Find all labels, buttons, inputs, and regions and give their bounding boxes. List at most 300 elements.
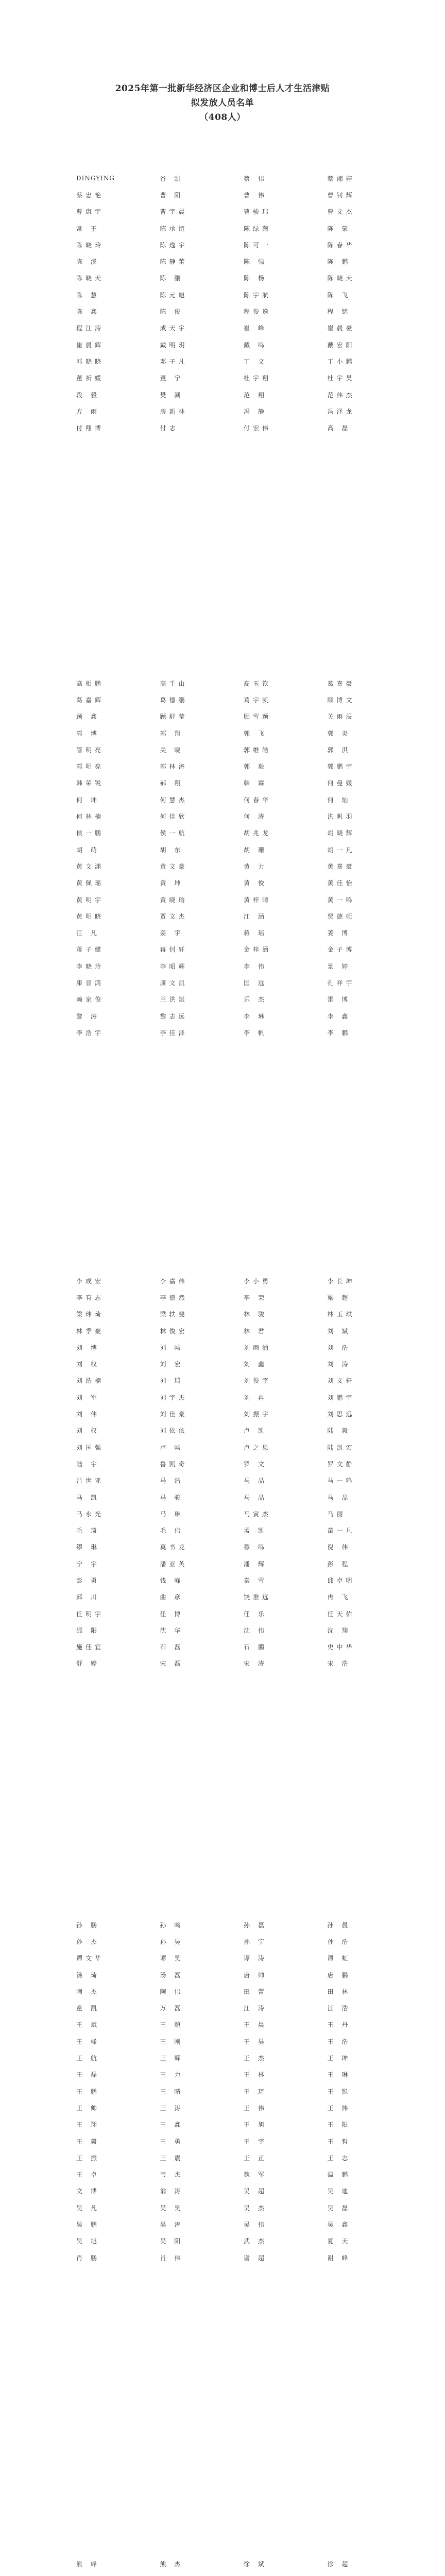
person-name: 饶淮远 — [244, 1594, 272, 1601]
person-name: 关雨辰 — [327, 713, 355, 721]
person-name: 刘俊宇 — [244, 1377, 272, 1385]
person-name: 谷 凯 — [160, 175, 184, 182]
name-row — [76, 1455, 411, 1472]
person-name: 陈 强 — [244, 258, 267, 266]
person-name: 王 阳 — [327, 2121, 351, 2129]
person-name: 黄明宇 — [76, 896, 105, 904]
person-name: DINGYING — [76, 175, 115, 182]
person-name: 陈 鑫 — [76, 308, 100, 316]
person-name: 陈逸宇 — [160, 241, 188, 249]
name-row — [76, 2116, 411, 2133]
name-row — [76, 1622, 411, 1638]
person-name: 范伟杰 — [327, 391, 355, 399]
person-name: 戴宏阳 — [327, 341, 355, 349]
person-name: 谭文华 — [76, 1955, 105, 1962]
person-name: 鲁凯奇 — [160, 1460, 188, 1468]
person-name: 胡 萌 — [76, 846, 100, 854]
person-name: 刘 浩 — [327, 1344, 351, 1351]
person-name: 黄 俊 — [244, 879, 267, 887]
name-row — [76, 1950, 411, 1967]
person-name: 马 浩 — [160, 1477, 184, 1485]
person-name: 董祈媛 — [76, 375, 105, 382]
person-name: 何曼媛 — [327, 779, 355, 787]
name-row — [76, 2183, 411, 2199]
person-name: 康文凯 — [160, 979, 188, 987]
person-name: 吴 磊 — [327, 2204, 351, 2212]
person-name: 王 伟 — [244, 2104, 267, 2112]
person-name: 倪 伟 — [327, 1544, 351, 1551]
name-row — [76, 386, 411, 403]
person-name: 王 振 — [76, 2154, 100, 2162]
person-name: 李 鑫 — [327, 1012, 351, 1020]
person-name: 苗一凡 — [327, 1527, 355, 1535]
name-row — [76, 1472, 411, 1489]
person-name: 钱 峰 — [160, 1577, 184, 1584]
person-name: 沈 伟 — [244, 1626, 267, 1634]
person-name: 莫书龙 — [160, 1544, 188, 1551]
person-name: 彭 程 — [327, 1560, 351, 1568]
person-name: 王 涛 — [160, 2104, 184, 2112]
person-name: 谭 涛 — [244, 1955, 267, 1962]
person-name: 刘宇杰 — [160, 1394, 188, 1401]
person-name: 吴 超 — [244, 2188, 267, 2195]
person-name: 康晋鸿 — [76, 979, 105, 987]
person-name: 王 勇 — [160, 2138, 184, 2145]
name-row — [76, 2133, 411, 2149]
person-name: 李 荣 — [244, 1294, 267, 1301]
name-row — [76, 1289, 411, 1306]
person-name: 吴 伟 — [244, 2221, 267, 2228]
person-name: 马一鸣 — [327, 1477, 355, 1485]
person-name: 兰洪斌 — [160, 996, 188, 1004]
name-row — [76, 2066, 411, 2083]
person-name: 赖家俊 — [76, 996, 105, 1004]
name-row — [76, 220, 411, 236]
name-row — [76, 1589, 411, 1605]
person-name: 汪 浩 — [327, 2005, 351, 2012]
person-name: 邓子凡 — [160, 358, 188, 365]
name-row — [76, 1008, 411, 1024]
document-title: 2025年第一批新华经济区企业和博士后人才生活津贴 — [115, 83, 330, 94]
person-name: 陈可一 — [244, 241, 272, 249]
person-name: 胡晓辉 — [327, 829, 355, 837]
person-name: 王 毅 — [76, 2138, 100, 2145]
person-name: 戴 鸣 — [244, 341, 267, 349]
person-name: 曹 伟 — [244, 191, 267, 199]
person-name: 王 宇 — [244, 2138, 267, 2145]
person-name: 王 琦 — [244, 2088, 267, 2095]
person-name: 陆 毅 — [327, 1427, 351, 1435]
name-row — [76, 204, 411, 220]
person-name: 邱卓明 — [327, 1577, 355, 1584]
person-name: 刘 涛 — [327, 1361, 351, 1368]
person-name: 付翔博 — [76, 425, 105, 432]
person-name: 胡兆龙 — [244, 829, 272, 837]
person-name: 王 鹏 — [76, 2088, 100, 2095]
person-name: 翁 涛 — [160, 2188, 184, 2195]
person-name: 黄文豪 — [160, 862, 188, 870]
person-name: 陈 慧 — [76, 291, 100, 299]
person-name: 黄 坤 — [160, 879, 184, 887]
person-name: 蔡 伟 — [244, 175, 267, 182]
person-name: 史中华 — [327, 1643, 355, 1651]
person-name: 王 辉 — [160, 2055, 184, 2062]
person-name: 王 航 — [76, 2055, 100, 2062]
person-name: 郭 炎 — [327, 730, 351, 737]
person-name: 王 炜 — [327, 2104, 351, 2112]
name-grid-section — [76, 2555, 411, 2576]
person-name: 吴 涛 — [160, 2221, 184, 2228]
person-name: 肖 伟 — [160, 2254, 184, 2262]
person-name: 陈 蒙 — [327, 225, 351, 232]
person-name: 崔 峰 — [244, 325, 267, 332]
person-name: 邱 川 — [76, 1594, 100, 1601]
person-name: 曹宇晨 — [160, 208, 188, 216]
person-name: 徐 超 — [327, 2560, 351, 2568]
person-name: 匡 远 — [244, 979, 267, 987]
name-row — [76, 725, 411, 741]
person-name: 雷 博 — [327, 996, 351, 1004]
person-name: 王 震 — [160, 2154, 184, 2162]
person-name: 罗文静 — [327, 1460, 355, 1468]
name-row — [76, 2016, 411, 2033]
person-name: 任天佑 — [327, 1610, 355, 1618]
person-name: 李昭辉 — [160, 962, 188, 970]
person-name: 吴 鹏 — [76, 2221, 100, 2228]
person-name: 王 力 — [160, 2071, 184, 2079]
person-name: 曹钊辉 — [327, 191, 355, 199]
person-name: 梁 超 — [327, 1294, 351, 1301]
person-name: 陆凯宏 — [327, 1444, 355, 1451]
name-row — [76, 1933, 411, 1950]
person-name: 谭 虹 — [327, 1955, 351, 1962]
person-name: 付志 — [160, 425, 179, 432]
person-name: 任明宇 — [76, 1610, 105, 1618]
name-row — [76, 1655, 411, 1672]
person-name: 孙 鸣 — [160, 1921, 184, 1929]
person-name: 刘 斌 — [327, 1327, 351, 1335]
person-name: 丁 文 — [244, 358, 267, 365]
person-name: 何春华 — [244, 796, 272, 804]
person-name: 郭 毅 — [244, 763, 267, 771]
name-row — [76, 675, 411, 691]
name-row — [76, 991, 411, 1008]
name-row — [76, 270, 411, 286]
person-name: 何 坤 — [76, 796, 100, 804]
person-name: 田 蕾 — [244, 1988, 267, 1995]
person-name: 谢 超 — [244, 2254, 267, 2262]
person-name: 王 昊 — [244, 2038, 267, 2045]
person-name: 马 骏 — [160, 1494, 184, 1501]
person-name: 高玉钦 — [244, 680, 272, 687]
name-row — [76, 775, 411, 791]
person-name: 葛嘉豪 — [327, 680, 355, 687]
person-name: 何 涛 — [244, 813, 267, 821]
person-name: 陈元旭 — [160, 291, 188, 299]
name-row — [76, 286, 411, 303]
person-name: 卢 凯 — [244, 1427, 267, 1435]
person-name: 蔡湘婷 — [327, 175, 355, 182]
name-row — [76, 353, 411, 369]
name-row — [76, 1306, 411, 1323]
name-row — [76, 1339, 411, 1355]
name-row — [76, 303, 411, 319]
name-row — [76, 403, 411, 419]
person-name: 黄梓晴 — [244, 896, 272, 904]
person-name: 文 博 — [76, 2188, 100, 2195]
person-name: 刘雨涵 — [244, 1344, 272, 1351]
person-name: 刘浩楠 — [76, 1377, 105, 1385]
person-name: 刘 军 — [76, 1394, 100, 1401]
name-row — [76, 1422, 411, 1439]
person-name: 孙 昊 — [160, 1938, 184, 1945]
person-name: 李 鹏 — [327, 1029, 351, 1037]
name-row — [76, 1389, 411, 1405]
person-name: 孙 宁 — [244, 1938, 267, 1945]
person-name: 王 晨 — [244, 2021, 267, 2029]
person-name: 孙 鹏 — [76, 1921, 100, 1929]
person-name: 刘鹏宇 — [327, 1394, 355, 1401]
person-name: 何林楠 — [76, 813, 105, 821]
person-name: 景 婷 — [327, 962, 351, 970]
person-name: 宋 磊 — [160, 1660, 184, 1668]
person-name: 姜 宇 — [160, 929, 184, 937]
name-row — [76, 1405, 411, 1422]
person-name: 方 雨 — [76, 408, 100, 415]
person-name: 马 晶 — [244, 1494, 267, 1501]
name-row — [76, 170, 411, 187]
document-header — [0, 81, 445, 125]
person-name: 王 林 — [244, 2071, 267, 2079]
person-name: 陈静蕾 — [160, 258, 188, 266]
person-name: 陈 杨 — [244, 275, 267, 282]
person-name: 陶 伟 — [160, 1988, 184, 1995]
person-name: 李长坤 — [327, 1277, 355, 1285]
person-name: 舒 婷 — [76, 1660, 100, 1668]
person-name: 邓晓晓 — [76, 358, 105, 365]
person-name: 王 峰 — [76, 2038, 100, 2045]
person-name: 黎 涛 — [76, 1012, 100, 1020]
person-name: 孙 浩 — [327, 1938, 351, 1945]
person-name: 郭 翔 — [160, 730, 184, 737]
person-name: 李嘉伟 — [160, 1277, 188, 1285]
person-name: 李小勇 — [244, 1277, 272, 1285]
person-name: 程江涛 — [76, 325, 105, 332]
person-name: 王 鑫 — [160, 2121, 184, 2129]
name-grid-section — [76, 1273, 411, 1672]
person-name: 王 浩 — [327, 2038, 351, 2045]
person-name: 崔晨豪 — [327, 325, 355, 332]
person-name: 顾雪颖 — [244, 713, 272, 721]
person-name: 陶 杰 — [76, 1988, 100, 1995]
person-name: 陈晓天 — [327, 275, 355, 282]
person-name: 陈 俊 — [160, 308, 184, 316]
person-name: 刘 博 — [76, 1344, 100, 1351]
person-name: 曹文杰 — [327, 208, 355, 216]
person-name: 刘佳豪 — [160, 1411, 188, 1418]
person-name: 林 君 — [244, 1327, 267, 1335]
person-name: 冯 静 — [244, 408, 267, 415]
person-name: 陈宇航 — [244, 291, 272, 299]
person-name: 李 伟 — [244, 962, 267, 970]
person-name: 熊 杰 — [160, 2560, 184, 2568]
name-row — [76, 1024, 411, 1041]
name-row — [76, 808, 411, 824]
person-name: 吴 杰 — [244, 2204, 267, 2212]
name-row — [76, 858, 411, 874]
person-name: 汤 琦 — [76, 1971, 100, 1979]
person-name: 刘 伟 — [76, 1411, 100, 1418]
name-row — [76, 691, 411, 708]
person-name: 吴 阳 — [160, 2238, 184, 2245]
person-name: 孔祥宇 — [327, 979, 355, 987]
person-name: 王 旭 — [244, 2121, 267, 2129]
person-name: 陈晓玲 — [76, 241, 105, 249]
person-name: 刘依依 — [160, 1427, 188, 1435]
person-name: 吕世亚 — [76, 1477, 105, 1485]
name-row — [76, 908, 411, 924]
name-row — [76, 2249, 411, 2266]
name-row — [76, 891, 411, 908]
person-name: 马 晶 — [327, 1494, 351, 1501]
person-name: 顾博文 — [327, 696, 355, 704]
person-name: 谭 昊 — [160, 1955, 184, 1962]
person-name: 宋 浩 — [327, 1660, 351, 1668]
person-name: 常 王 — [76, 225, 100, 232]
person-name: 姜 博 — [327, 929, 351, 937]
person-name: 马寅杰 — [244, 1510, 272, 1518]
person-name: 梁轶斐 — [160, 1311, 188, 1318]
person-name: 任 博 — [160, 1610, 184, 1618]
person-name: 吴 迪 — [327, 2188, 351, 2195]
person-name: 毛 琦 — [76, 1527, 100, 1535]
person-name: 夏 天 — [327, 2238, 351, 2245]
person-name: 孙 杰 — [76, 1938, 100, 1945]
person-name: 何佳欣 — [160, 813, 188, 821]
name-row — [76, 2166, 411, 2182]
person-name: 江 涵 — [244, 912, 267, 920]
person-name: 刘 瑞 — [160, 1377, 184, 1385]
person-name: 王 志 — [327, 2154, 351, 2162]
name-row — [76, 1489, 411, 1505]
person-name: 韩 霖 — [244, 779, 267, 787]
person-name: 林季豪 — [76, 1327, 105, 1335]
name-row — [76, 2555, 411, 2572]
person-name: 段 毅 — [76, 391, 100, 399]
person-name: 陈 飞 — [327, 291, 351, 299]
person-name: 马 晶 — [244, 1477, 267, 1485]
person-name: 曹 阳 — [160, 191, 184, 199]
person-name: 王 翔 — [76, 2121, 100, 2129]
person-name: 李浩宇 — [76, 1029, 105, 1037]
person-name: 马永光 — [76, 1510, 105, 1518]
name-row — [76, 320, 411, 336]
person-name: 黄 力 — [244, 862, 267, 870]
person-name: 潘亚英 — [160, 1560, 188, 1568]
person-name: 孟 凯 — [244, 1527, 267, 1535]
person-name: 穆 鸣 — [244, 1544, 267, 1551]
person-name: 顾 鑫 — [76, 713, 100, 721]
name-row — [76, 758, 411, 774]
person-name: 黄嘉豪 — [327, 862, 355, 870]
person-name: 蒋子健 — [76, 946, 105, 954]
person-name: 吴 旭 — [76, 2238, 100, 2245]
person-name: 林 骏 — [244, 1311, 267, 1318]
person-name: 郭鹏宇 — [327, 763, 355, 771]
person-name: 陈承谊 — [160, 225, 188, 232]
person-name: 刘 冉 — [244, 1394, 267, 1401]
name-row — [76, 708, 411, 725]
person-name: 陆 宇 — [76, 1460, 100, 1468]
person-name: 贾文杰 — [160, 912, 188, 920]
person-name: 李 琳 — [244, 1012, 267, 1020]
person-name: 陈 鹏 — [160, 275, 184, 282]
person-name: 刘振宇 — [244, 1411, 272, 1418]
name-row — [76, 1505, 411, 1522]
person-name: 胡 东 — [160, 846, 184, 854]
person-name: 徐 斌 — [244, 2560, 267, 2568]
name-row — [76, 941, 411, 958]
name-row — [76, 2083, 411, 2099]
name-row — [76, 1273, 411, 1289]
person-name: 关 晓 — [160, 746, 184, 754]
person-name: 沈 华 — [160, 1626, 184, 1634]
name-row — [76, 924, 411, 941]
person-name: 王 晴 — [160, 2088, 184, 2095]
name-row — [76, 1539, 411, 1555]
person-name: 顾舒莹 — [160, 713, 188, 721]
person-name: 金梓涵 — [244, 946, 272, 954]
name-row — [76, 1967, 411, 1983]
name-row — [76, 1639, 411, 1655]
name-row — [76, 1439, 411, 1455]
person-name: 彭 勇 — [76, 1577, 100, 1584]
person-name: 吴 凡 — [76, 2204, 100, 2212]
person-name: 房新林 — [160, 408, 188, 415]
person-name: 黎志远 — [160, 1012, 188, 1020]
person-name: 石 鹏 — [244, 1643, 267, 1651]
person-name: 毛 伟 — [160, 1527, 184, 1535]
person-name: 王 磊 — [76, 2071, 100, 2079]
person-name: 葛宇凯 — [244, 696, 272, 704]
name-row — [76, 2199, 411, 2216]
person-name: 乐 杰 — [244, 996, 267, 1004]
person-name: 梁玮琦 — [76, 1311, 105, 1318]
person-name: 陈 鹏 — [327, 258, 351, 266]
name-row — [76, 1605, 411, 1622]
person-name: 胡 珊 — [244, 846, 267, 854]
person-name: 王 卓 — [76, 2171, 100, 2179]
person-name: 吴 昊 — [160, 2204, 184, 2212]
person-name: 林俊宏 — [160, 1327, 188, 1335]
person-name: 田 林 — [327, 1988, 351, 1995]
name-row — [76, 187, 411, 203]
person-name: 刘文轩 — [327, 1377, 355, 1385]
name-row — [76, 2149, 411, 2166]
person-name: 陈 溪 — [76, 258, 100, 266]
person-name: 曹骏玮 — [244, 208, 272, 216]
person-name: 韦 杰 — [160, 2171, 184, 2179]
person-name: 唐 帅 — [244, 1971, 267, 1979]
person-name: 李晓玲 — [76, 962, 105, 970]
person-name: 王 杰 — [244, 2055, 267, 2062]
person-name: 黄佳怡 — [327, 879, 355, 887]
name-row — [76, 236, 411, 253]
person-name: 江 凡 — [76, 929, 100, 937]
person-name: 高千山 — [160, 680, 188, 687]
person-name: 董 宁 — [160, 375, 184, 382]
person-name: 沈 翔 — [327, 1626, 351, 1634]
